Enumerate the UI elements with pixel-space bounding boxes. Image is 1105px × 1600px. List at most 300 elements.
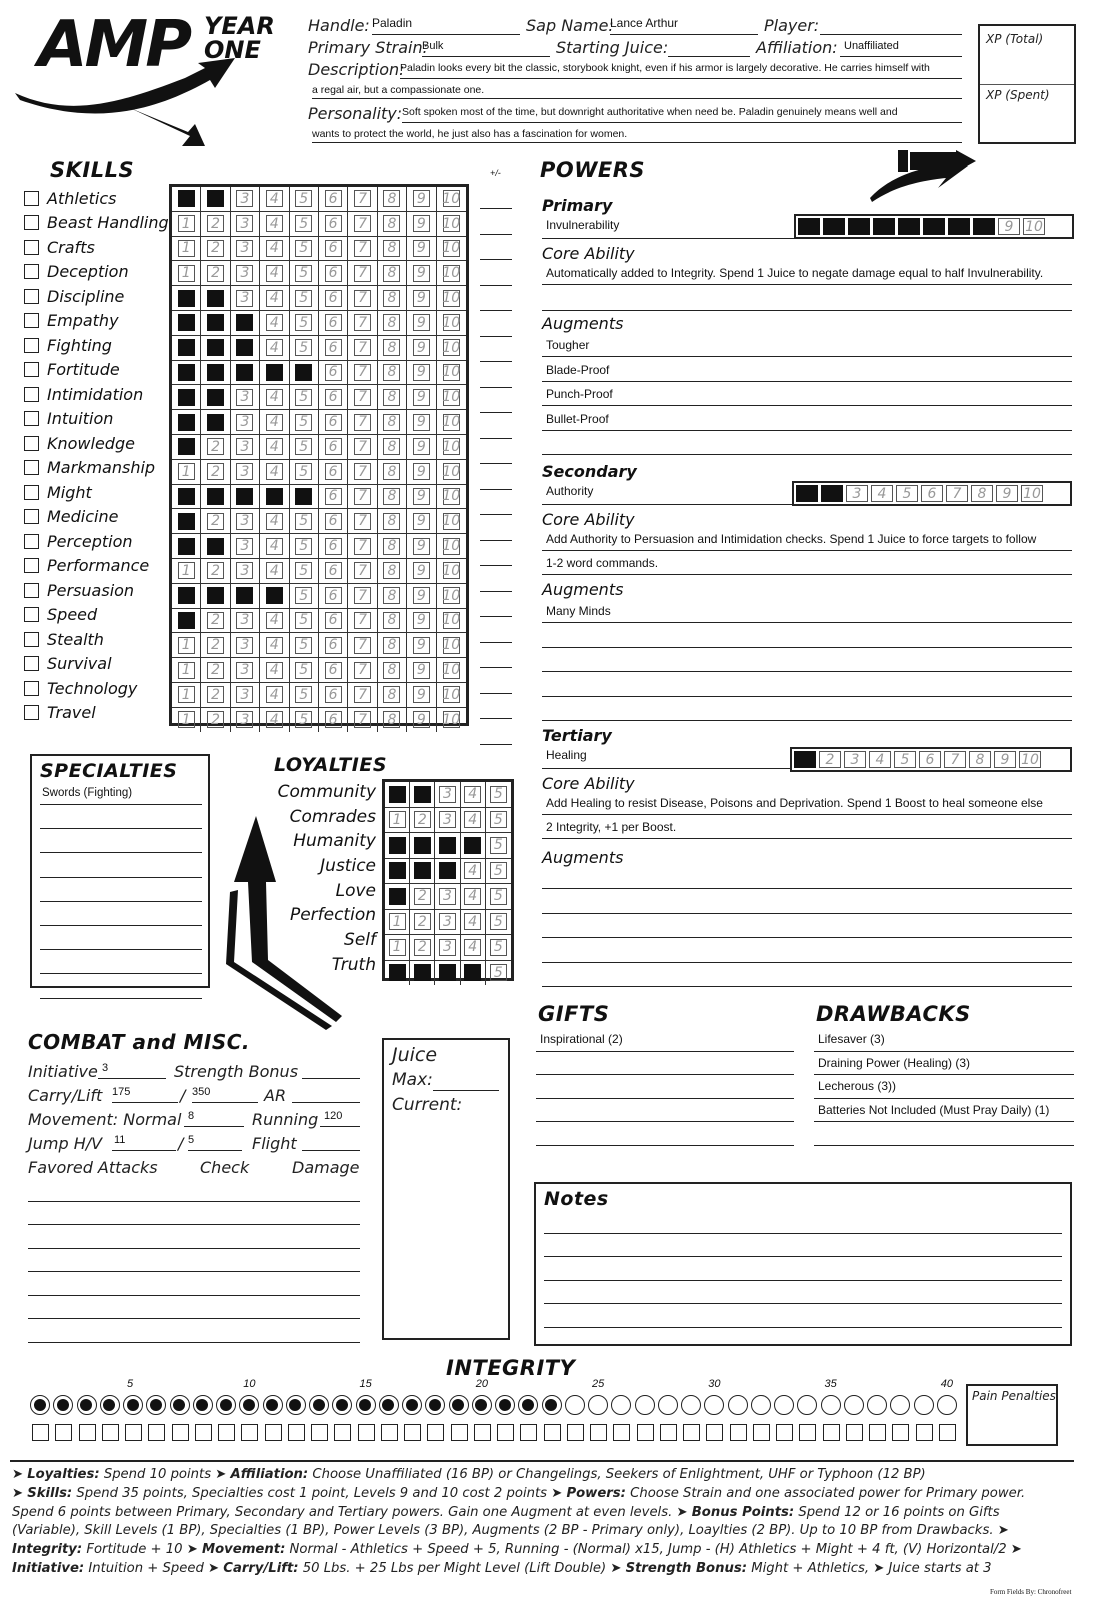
skill-level-box[interactable] xyxy=(260,708,289,732)
movement-normal-field[interactable] xyxy=(184,1106,244,1127)
skill-checkbox[interactable] xyxy=(24,215,39,230)
skill-level-box[interactable] xyxy=(319,361,348,385)
secondary-power-level-box[interactable] xyxy=(996,485,1018,502)
primary-power-level-box[interactable] xyxy=(798,218,820,235)
specialty-field[interactable] xyxy=(40,903,202,926)
skill-level-box[interactable] xyxy=(201,311,230,335)
skill-level-box[interactable] xyxy=(290,485,319,509)
integrity-circle[interactable] xyxy=(425,1395,445,1415)
skill-modifier-field[interactable] xyxy=(480,698,512,719)
integrity-square[interactable] xyxy=(125,1424,142,1441)
secondary-power-level-box[interactable] xyxy=(971,485,993,502)
skill-level-box[interactable] xyxy=(319,410,348,434)
skill-level-box[interactable] xyxy=(407,584,436,608)
loyalty-level-box[interactable] xyxy=(435,910,460,935)
skill-level-box[interactable] xyxy=(290,534,319,558)
skill-level-box[interactable] xyxy=(231,361,260,385)
skill-level-box[interactable] xyxy=(260,658,289,682)
skill-level-box[interactable] xyxy=(407,633,436,657)
skill-level-box[interactable] xyxy=(378,286,407,310)
integrity-circle[interactable] xyxy=(356,1395,376,1415)
skill-level-box[interactable] xyxy=(348,385,377,409)
skill-level-box[interactable] xyxy=(231,609,260,633)
skill-level-box[interactable] xyxy=(260,187,289,211)
skill-level-box[interactable] xyxy=(437,336,466,360)
skill-level-box[interactable] xyxy=(201,435,230,459)
skill-modifier-field[interactable] xyxy=(480,520,512,541)
skill-level-box[interactable] xyxy=(437,361,466,385)
secondary-power-field[interactable] xyxy=(542,482,792,505)
integrity-circle[interactable] xyxy=(844,1395,864,1415)
skill-level-box[interactable] xyxy=(319,187,348,211)
skill-level-box[interactable] xyxy=(378,336,407,360)
skill-level-box[interactable] xyxy=(348,658,377,682)
skill-checkbox[interactable] xyxy=(24,583,39,598)
personality-field-1[interactable] xyxy=(402,102,962,123)
skill-level-box[interactable] xyxy=(231,658,260,682)
integrity-circle[interactable] xyxy=(77,1395,97,1415)
skill-modifier-field[interactable] xyxy=(480,214,512,235)
skill-level-box[interactable] xyxy=(231,460,260,484)
skill-level-box[interactable] xyxy=(290,658,319,682)
integrity-circle[interactable] xyxy=(704,1395,724,1415)
integrity-square[interactable] xyxy=(520,1424,537,1441)
primary-augment-field[interactable] xyxy=(542,432,1072,455)
skill-level-box[interactable] xyxy=(290,385,319,409)
integrity-square[interactable] xyxy=(172,1424,189,1441)
skill-level-box[interactable] xyxy=(319,311,348,335)
skill-level-box[interactable] xyxy=(348,559,377,583)
carry-field[interactable] xyxy=(112,1082,178,1103)
loyalty-level-box[interactable] xyxy=(385,884,410,909)
loyalty-level-box[interactable] xyxy=(385,833,410,858)
skill-level-box[interactable] xyxy=(407,311,436,335)
skill-level-box[interactable] xyxy=(172,683,201,707)
skill-modifier-field[interactable] xyxy=(480,647,512,668)
integrity-square[interactable] xyxy=(102,1424,119,1441)
skill-level-box[interactable] xyxy=(260,311,289,335)
skill-checkbox[interactable] xyxy=(24,411,39,426)
integrity-circle[interactable] xyxy=(867,1395,887,1415)
tertiary-power-level-box[interactable] xyxy=(1019,751,1041,768)
loyalty-level-box[interactable] xyxy=(486,833,511,858)
skill-level-box[interactable] xyxy=(319,509,348,533)
loyalty-level-box[interactable] xyxy=(385,961,410,986)
integrity-circle[interactable] xyxy=(309,1395,329,1415)
skill-level-box[interactable] xyxy=(378,212,407,236)
secondary-augment-field[interactable] xyxy=(542,625,1072,648)
primary-power-field[interactable] xyxy=(542,216,794,239)
skill-checkbox[interactable] xyxy=(24,191,39,206)
secondary-power-level-box[interactable] xyxy=(796,485,818,502)
specialty-field[interactable] xyxy=(40,806,202,829)
skill-modifier-field[interactable] xyxy=(480,673,512,694)
skill-level-box[interactable] xyxy=(319,385,348,409)
secondary-augment-field[interactable] xyxy=(542,674,1072,697)
skill-checkbox[interactable] xyxy=(24,632,39,647)
skill-level-box[interactable] xyxy=(172,237,201,261)
loyalty-level-box[interactable] xyxy=(486,910,511,935)
skill-level-box[interactable] xyxy=(172,361,201,385)
skill-modifier-field[interactable] xyxy=(480,316,512,337)
integrity-square[interactable] xyxy=(660,1424,677,1441)
skill-level-box[interactable] xyxy=(348,361,377,385)
skill-level-box[interactable] xyxy=(378,361,407,385)
skill-modifier-field[interactable] xyxy=(480,443,512,464)
skill-level-box[interactable] xyxy=(407,485,436,509)
favored-attack-field[interactable] xyxy=(28,1178,360,1202)
drawbacks-field[interactable] xyxy=(814,1122,1074,1146)
integrity-square[interactable] xyxy=(195,1424,212,1441)
tertiary-core-ability-field-2[interactable] xyxy=(542,818,1072,839)
loyalty-level-box[interactable] xyxy=(385,859,410,884)
integrity-circle[interactable] xyxy=(890,1395,910,1415)
skill-level-box[interactable] xyxy=(260,609,289,633)
skill-level-box[interactable] xyxy=(231,509,260,533)
lift-field[interactable] xyxy=(192,1082,258,1103)
skill-level-box[interactable] xyxy=(172,658,201,682)
skill-level-box[interactable] xyxy=(319,237,348,261)
skill-level-box[interactable] xyxy=(260,361,289,385)
sap-name-field[interactable] xyxy=(610,14,758,35)
skill-level-box[interactable] xyxy=(290,435,319,459)
skill-level-box[interactable] xyxy=(231,336,260,360)
skill-checkbox[interactable] xyxy=(24,313,39,328)
skill-level-box[interactable] xyxy=(201,261,230,285)
skill-level-box[interactable] xyxy=(378,559,407,583)
loyalty-level-box[interactable] xyxy=(410,910,435,935)
skill-checkbox[interactable] xyxy=(24,607,39,622)
integrity-circle[interactable] xyxy=(774,1395,794,1415)
skill-level-box[interactable] xyxy=(201,683,230,707)
skill-level-box[interactable] xyxy=(348,237,377,261)
skill-level-box[interactable] xyxy=(260,336,289,360)
loyalty-level-box[interactable] xyxy=(461,884,486,909)
skill-level-box[interactable] xyxy=(407,509,436,533)
skill-level-box[interactable] xyxy=(437,485,466,509)
skill-level-box[interactable] xyxy=(437,559,466,583)
gifts-field[interactable] xyxy=(536,1075,794,1099)
integrity-circle[interactable] xyxy=(588,1395,608,1415)
loyalty-level-box[interactable] xyxy=(385,910,410,935)
tertiary-augment-field[interactable] xyxy=(542,891,1072,914)
skill-level-box[interactable] xyxy=(348,534,377,558)
skill-level-box[interactable] xyxy=(231,708,260,732)
skill-level-box[interactable] xyxy=(201,410,230,434)
skill-level-box[interactable] xyxy=(172,410,201,434)
integrity-circle[interactable] xyxy=(751,1395,771,1415)
integrity-circle[interactable] xyxy=(565,1395,585,1415)
ar-field[interactable] xyxy=(292,1082,360,1103)
secondary-power-level-box[interactable] xyxy=(946,485,968,502)
skill-level-box[interactable] xyxy=(407,460,436,484)
integrity-circle[interactable] xyxy=(170,1395,190,1415)
description-field-2[interactable] xyxy=(312,80,962,99)
skill-modifier-field[interactable] xyxy=(480,418,512,439)
primary-power-level-box[interactable] xyxy=(1023,218,1045,235)
integrity-circle[interactable] xyxy=(821,1395,841,1415)
skill-level-box[interactable] xyxy=(290,559,319,583)
skill-level-box[interactable] xyxy=(378,237,407,261)
skill-level-box[interactable] xyxy=(172,286,201,310)
skill-level-box[interactable] xyxy=(201,584,230,608)
skill-level-box[interactable] xyxy=(201,361,230,385)
skill-level-box[interactable] xyxy=(260,509,289,533)
skill-checkbox[interactable] xyxy=(24,240,39,255)
skill-level-box[interactable] xyxy=(172,311,201,335)
loyalty-level-box[interactable] xyxy=(435,782,460,807)
skill-level-box[interactable] xyxy=(201,237,230,261)
integrity-square[interactable] xyxy=(823,1424,840,1441)
skill-level-box[interactable] xyxy=(378,460,407,484)
loyalty-level-box[interactable] xyxy=(461,782,486,807)
skill-level-box[interactable] xyxy=(437,509,466,533)
skill-level-box[interactable] xyxy=(407,361,436,385)
skill-level-box[interactable] xyxy=(260,460,289,484)
skill-level-box[interactable] xyxy=(319,708,348,732)
skill-level-box[interactable] xyxy=(231,435,260,459)
skill-level-box[interactable] xyxy=(201,534,230,558)
loyalty-level-box[interactable] xyxy=(385,935,410,960)
skill-level-box[interactable] xyxy=(319,534,348,558)
integrity-circle[interactable] xyxy=(611,1395,631,1415)
loyalty-level-box[interactable] xyxy=(486,884,511,909)
skill-level-box[interactable] xyxy=(260,410,289,434)
skill-level-box[interactable] xyxy=(290,286,319,310)
integrity-square[interactable] xyxy=(892,1424,909,1441)
skill-level-box[interactable] xyxy=(407,187,436,211)
loyalty-level-box[interactable] xyxy=(410,782,435,807)
loyalty-level-box[interactable] xyxy=(435,833,460,858)
skill-level-box[interactable] xyxy=(348,212,377,236)
skill-level-box[interactable] xyxy=(319,336,348,360)
skill-level-box[interactable] xyxy=(231,212,260,236)
skill-level-box[interactable] xyxy=(172,609,201,633)
integrity-square[interactable] xyxy=(148,1424,165,1441)
primary-strain-field[interactable] xyxy=(422,36,550,57)
secondary-power-level-box[interactable] xyxy=(846,485,868,502)
loyalty-level-box[interactable] xyxy=(461,961,486,986)
integrity-circle[interactable] xyxy=(286,1395,306,1415)
gifts-field[interactable] xyxy=(536,1099,794,1123)
integrity-circle[interactable] xyxy=(728,1395,748,1415)
specialty-field[interactable] xyxy=(40,879,202,902)
skill-level-box[interactable] xyxy=(319,261,348,285)
loyalty-level-box[interactable] xyxy=(435,859,460,884)
skill-modifier-field[interactable] xyxy=(480,290,512,311)
skill-level-box[interactable] xyxy=(319,212,348,236)
skill-level-box[interactable] xyxy=(378,708,407,732)
description-field-1[interactable] xyxy=(400,58,962,79)
integrity-circle[interactable] xyxy=(449,1395,469,1415)
running-field[interactable] xyxy=(320,1106,360,1127)
integrity-square[interactable] xyxy=(706,1424,723,1441)
skill-level-box[interactable] xyxy=(319,658,348,682)
integrity-square[interactable] xyxy=(799,1424,816,1441)
integrity-circle[interactable] xyxy=(239,1395,259,1415)
skill-level-box[interactable] xyxy=(290,584,319,608)
skill-checkbox[interactable] xyxy=(24,289,39,304)
skill-level-box[interactable] xyxy=(378,261,407,285)
skill-level-box[interactable] xyxy=(260,534,289,558)
integrity-square[interactable] xyxy=(218,1424,235,1441)
secondary-power-level-box[interactable] xyxy=(921,485,943,502)
loyalty-level-box[interactable] xyxy=(486,961,511,986)
skill-level-box[interactable] xyxy=(319,435,348,459)
skill-level-box[interactable] xyxy=(172,559,201,583)
skill-checkbox[interactable] xyxy=(24,509,39,524)
skill-level-box[interactable] xyxy=(407,286,436,310)
skill-modifier-field[interactable] xyxy=(480,392,512,413)
skill-level-box[interactable] xyxy=(260,485,289,509)
skill-level-box[interactable] xyxy=(407,261,436,285)
skill-level-box[interactable] xyxy=(437,584,466,608)
skill-level-box[interactable] xyxy=(378,683,407,707)
integrity-circle[interactable] xyxy=(402,1395,422,1415)
skill-level-box[interactable] xyxy=(201,286,230,310)
skill-level-box[interactable] xyxy=(437,187,466,211)
primary-core-ability-field-1[interactable] xyxy=(542,264,1072,285)
secondary-power-level-box[interactable] xyxy=(871,485,893,502)
drawbacks-field[interactable] xyxy=(814,1075,1074,1099)
loyalty-level-box[interactable] xyxy=(461,935,486,960)
favored-attack-field[interactable] xyxy=(28,1225,360,1249)
gifts-field[interactable] xyxy=(536,1052,794,1076)
skill-level-box[interactable] xyxy=(407,410,436,434)
skill-level-box[interactable] xyxy=(172,534,201,558)
integrity-square[interactable] xyxy=(358,1424,375,1441)
tertiary-augment-field[interactable] xyxy=(542,964,1072,987)
drawbacks-field[interactable] xyxy=(814,1099,1074,1123)
gifts-field[interactable] xyxy=(536,1028,794,1052)
primary-power-level-box[interactable] xyxy=(848,218,870,235)
skill-level-box[interactable] xyxy=(290,509,319,533)
xp-box[interactable] xyxy=(978,24,1076,144)
integrity-square[interactable] xyxy=(544,1424,561,1441)
skill-level-box[interactable] xyxy=(378,609,407,633)
secondary-power-level-box[interactable] xyxy=(896,485,918,502)
secondary-augment-field[interactable] xyxy=(542,698,1072,721)
skill-level-box[interactable] xyxy=(437,286,466,310)
integrity-circle[interactable] xyxy=(681,1395,701,1415)
integrity-circle[interactable] xyxy=(937,1395,957,1415)
skill-level-box[interactable] xyxy=(172,708,201,732)
skill-level-box[interactable] xyxy=(348,311,377,335)
skill-level-box[interactable] xyxy=(201,460,230,484)
skill-level-box[interactable] xyxy=(437,460,466,484)
skill-modifier-field[interactable] xyxy=(480,367,512,388)
skill-modifier-field[interactable] xyxy=(480,596,512,617)
tertiary-power-level-box[interactable] xyxy=(894,751,916,768)
integrity-square[interactable] xyxy=(474,1424,491,1441)
skill-level-box[interactable] xyxy=(201,212,230,236)
skill-level-box[interactable] xyxy=(172,584,201,608)
skill-level-box[interactable] xyxy=(172,460,201,484)
tertiary-power-field[interactable] xyxy=(542,746,790,769)
skill-level-box[interactable] xyxy=(407,385,436,409)
pain-penalties-box[interactable] xyxy=(966,1384,1058,1446)
integrity-circle[interactable] xyxy=(53,1395,73,1415)
skill-level-box[interactable] xyxy=(172,385,201,409)
skill-level-box[interactable] xyxy=(348,584,377,608)
skill-level-box[interactable] xyxy=(231,237,260,261)
jump-v-field[interactable] xyxy=(188,1130,242,1151)
skill-level-box[interactable] xyxy=(437,410,466,434)
skill-level-box[interactable] xyxy=(378,633,407,657)
player-field[interactable] xyxy=(820,14,962,35)
skill-level-box[interactable] xyxy=(201,485,230,509)
skill-checkbox[interactable] xyxy=(24,656,39,671)
integrity-square[interactable] xyxy=(451,1424,468,1441)
skill-modifier-field[interactable] xyxy=(480,265,512,286)
primary-power-level-box[interactable] xyxy=(923,218,945,235)
specialty-field[interactable] xyxy=(40,976,202,999)
skill-level-box[interactable] xyxy=(437,683,466,707)
skill-level-box[interactable] xyxy=(319,584,348,608)
skill-level-box[interactable] xyxy=(378,584,407,608)
loyalty-level-box[interactable] xyxy=(410,884,435,909)
skill-level-box[interactable] xyxy=(437,237,466,261)
integrity-square[interactable] xyxy=(497,1424,514,1441)
skill-checkbox[interactable] xyxy=(24,387,39,402)
primary-augment-field[interactable] xyxy=(542,383,1072,406)
skill-level-box[interactable] xyxy=(407,708,436,732)
integrity-circle[interactable] xyxy=(379,1395,399,1415)
skill-level-box[interactable] xyxy=(290,237,319,261)
specialty-field[interactable] xyxy=(40,782,202,805)
integrity-square[interactable] xyxy=(683,1424,700,1441)
loyalty-level-box[interactable] xyxy=(385,782,410,807)
skill-level-box[interactable] xyxy=(290,460,319,484)
integrity-square[interactable] xyxy=(846,1424,863,1441)
skill-level-box[interactable] xyxy=(319,609,348,633)
skill-level-box[interactable] xyxy=(201,708,230,732)
skill-level-box[interactable] xyxy=(319,460,348,484)
skill-level-box[interactable] xyxy=(231,261,260,285)
skill-level-box[interactable] xyxy=(260,559,289,583)
skill-level-box[interactable] xyxy=(348,609,377,633)
loyalty-level-box[interactable] xyxy=(410,833,435,858)
secondary-core-ability-field-2[interactable] xyxy=(542,554,1072,575)
skill-checkbox[interactable] xyxy=(24,362,39,377)
skill-level-box[interactable] xyxy=(231,311,260,335)
skill-level-box[interactable] xyxy=(437,658,466,682)
integrity-square[interactable] xyxy=(79,1424,96,1441)
skill-level-box[interactable] xyxy=(348,435,377,459)
skill-level-box[interactable] xyxy=(260,683,289,707)
skill-level-box[interactable] xyxy=(348,261,377,285)
primary-augment-field[interactable] xyxy=(542,359,1072,382)
tertiary-power-level-box[interactable] xyxy=(869,751,891,768)
skill-level-box[interactable] xyxy=(201,559,230,583)
skill-level-box[interactable] xyxy=(290,708,319,732)
favored-attack-field[interactable] xyxy=(28,1296,360,1320)
primary-power-level-box[interactable] xyxy=(998,218,1020,235)
integrity-circle[interactable] xyxy=(263,1395,283,1415)
tertiary-power-level-box[interactable] xyxy=(994,751,1016,768)
skill-level-box[interactable] xyxy=(437,708,466,732)
integrity-square[interactable] xyxy=(381,1424,398,1441)
skill-level-box[interactable] xyxy=(290,683,319,707)
skill-level-box[interactable] xyxy=(290,261,319,285)
loyalty-level-box[interactable] xyxy=(410,859,435,884)
skill-level-box[interactable] xyxy=(231,559,260,583)
specialty-field[interactable] xyxy=(40,951,202,974)
skill-level-box[interactable] xyxy=(437,311,466,335)
skill-level-box[interactable] xyxy=(201,509,230,533)
skill-level-box[interactable] xyxy=(290,633,319,657)
skill-level-box[interactable] xyxy=(319,485,348,509)
